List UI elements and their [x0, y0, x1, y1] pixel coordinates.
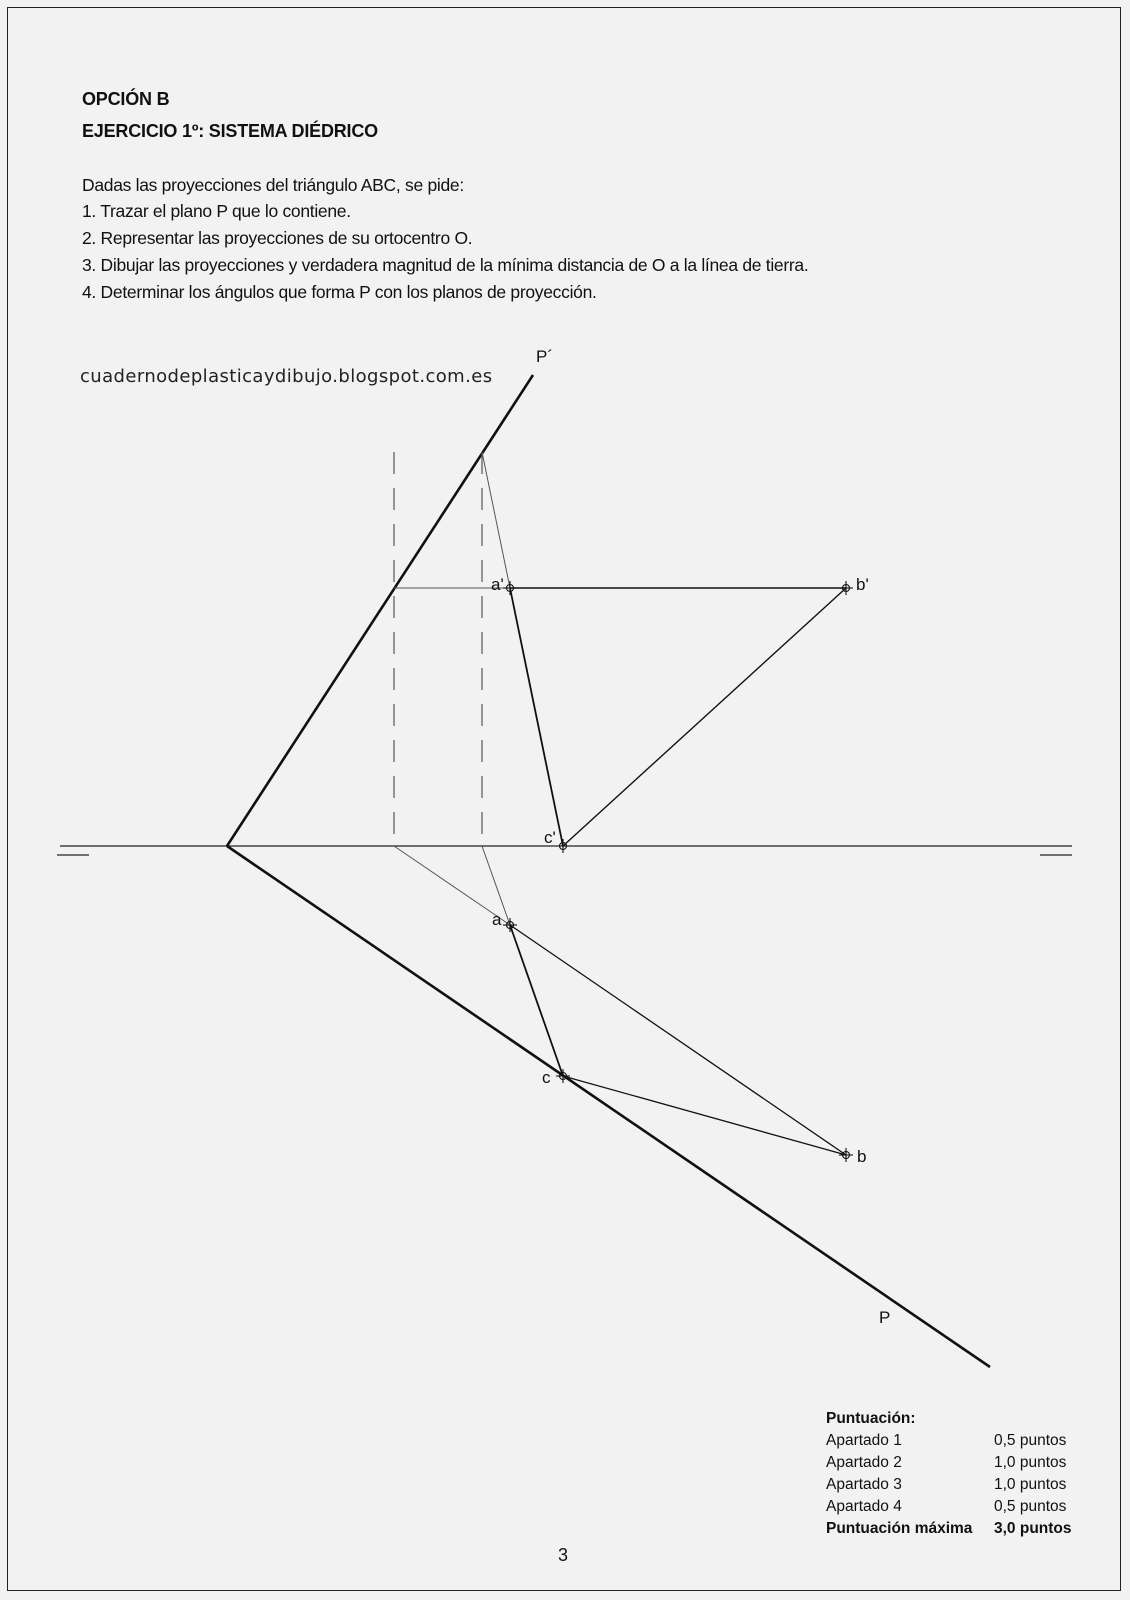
scoring-row-value: 0,5 puntos	[994, 1432, 1067, 1449]
edge-c-b	[563, 1076, 846, 1155]
scoring-row-label: Apartado 2	[826, 1454, 902, 1471]
edge-a-prime-c-prime	[510, 588, 563, 846]
scoring-row-value: 0,5 puntos	[994, 1498, 1067, 1515]
page-number: 3	[558, 1545, 569, 1565]
point-b	[839, 1148, 853, 1162]
scoring-total-label: Puntuación máxima	[826, 1520, 973, 1537]
scoring-row-value: 1,0 puntos	[994, 1476, 1067, 1493]
edge-b-prime-c-prime	[563, 588, 846, 846]
exercise-heading: EJERCICIO 1º: SISTEMA DIÉDRICO	[82, 121, 378, 141]
edge-a-b	[510, 925, 846, 1155]
watermark: cuadernodeplasticaydibujo.blogspot.com.es	[80, 366, 493, 387]
statement-intro: Dadas las proyecciones del triángulo ABC, se pide:	[82, 175, 464, 195]
statement-item-2: 2. Representar las proyecciones de su ortocentro O.	[82, 228, 473, 248]
scoring-row	[826, 1432, 1076, 1450]
label-b: b	[857, 1147, 867, 1166]
scoring-row	[826, 1476, 1076, 1494]
point-a-prime	[503, 581, 517, 595]
scoring-row	[826, 1498, 1076, 1516]
horizontal-trace-p	[227, 846, 990, 1367]
scoring-row-label: Apartado 3	[826, 1476, 902, 1493]
point-a	[503, 918, 517, 932]
statement-item-3: 3. Dibujar las proyecciones y verdadera magnitud de la mínima distancia de O a la línea de tierra.	[82, 255, 809, 275]
scoring-row	[826, 1454, 1076, 1472]
construction-line	[482, 452, 510, 588]
scoring-row-label: Apartado 4	[826, 1498, 902, 1515]
vertical-trace-p-prime	[227, 375, 533, 846]
label-a-prime: a'	[491, 575, 504, 594]
option-heading: OPCIÓN B	[82, 89, 170, 109]
label-p: P	[879, 1308, 891, 1327]
scoring-title: Puntuación:	[826, 1410, 916, 1427]
label-c: c	[542, 1068, 551, 1087]
scoring-total	[826, 1520, 1076, 1538]
label-b-prime: b'	[856, 575, 869, 594]
statement-item-1: 1. Trazar el plano P que lo contiene.	[82, 201, 351, 221]
statement-item-4: 4. Determinar los ángulos que forma P con los planos de proyección.	[82, 282, 597, 302]
label-a: a	[492, 910, 502, 929]
scoring-total-value: 3,0 puntos	[994, 1520, 1072, 1537]
label-c-prime: c'	[544, 828, 556, 847]
label-p-prime: P´	[536, 347, 553, 366]
scoring-row-value: 1,0 puntos	[994, 1454, 1067, 1471]
edge-a-c	[510, 925, 563, 1076]
scoring-row-label: Apartado 1	[826, 1432, 902, 1449]
